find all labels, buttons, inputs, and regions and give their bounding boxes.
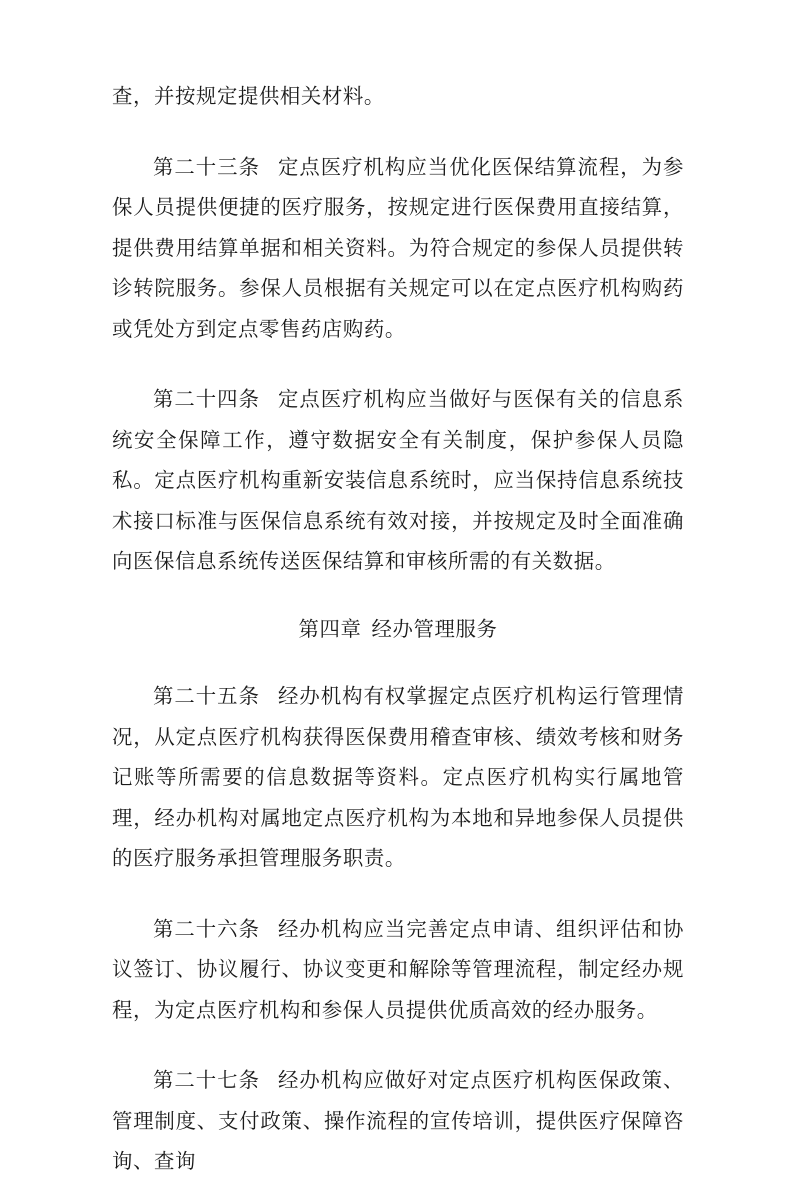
chapter-title: 经办管理服务 [371,616,498,641]
paragraph-continuation [112,76,684,117]
article-text: 定点医疗机构应当优化医保结算流程，为参保人员提供便捷的医疗服务，按规定进行医保费用直接结算，提供费用结算单据和相关资料。为符合规定的参保人员提供转诊转院服务。参保人员根据有关规定可以在定点医疗机构购药或凭处方到定点零售药店购药。 [112,154,685,341]
article-text: 经办机构应当完善定点申请、组织评估和协议签订、协议履行、协议变更和解除等管理流程，制定经办规程，为定点医疗机构和参保人员提供优质高效的经办服务。 [112,916,685,1022]
article-26 [112,909,684,1031]
chapter-heading [112,609,684,650]
article-27 [112,1060,684,1182]
paragraph-text: 查，并按规定提供相关材料。 [112,84,385,108]
article-text: 经办机构应做好对定点医疗机构医保政策、管理制度、支付政策、操作流程的宣传培训，提供医疗保障咨询、查询 [112,1068,685,1173]
article-text: 经办机构有权掌握定点医疗机构运行管理情况，从定点医疗机构获得医保费用稽查审核、绩效考核和财务记账等所需要的信息数据等资料。定点医疗机构实行属地管理，经办机构对属地定点医疗机构为本地和异地参保人员提供的医疗服务承担管理服务职责。 [112,684,685,870]
article-24 [112,379,684,582]
chapter-number: 第四章 [298,616,362,641]
article-number: 第二十五条 [153,684,260,708]
article-text: 定点医疗机构应当做好与医保有关的信息系统安全保障工作，遵守数据安全有关制度，保护参保人员隐私。定点医疗机构重新安装信息系统时，应当保持信息系统技术接口标准与医保信息系统有效对接，并按规定及时全面准确向医保信息系统传送医保结算和审核所需的有关数据。 [112,387,685,573]
article-number: 第二十六条 [153,916,260,941]
article-number: 第二十四条 [153,387,260,411]
article-number: 第二十七条 [153,1068,260,1092]
document-page [112,76,684,1182]
article-number: 第二十三条 [153,154,260,179]
article-23 [112,147,684,350]
article-25 [112,676,684,879]
